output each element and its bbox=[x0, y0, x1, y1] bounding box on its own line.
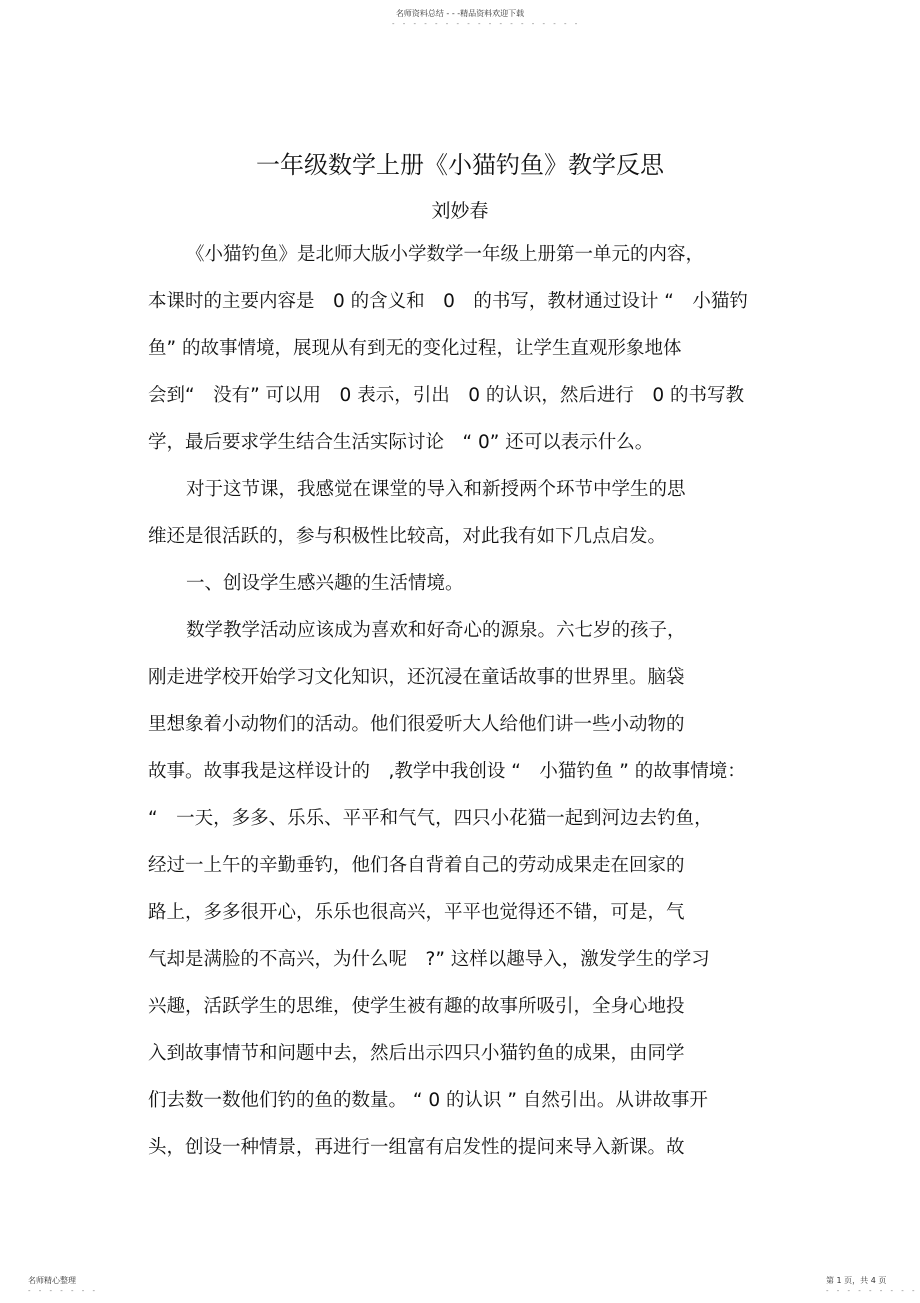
text-line: 刚走进学校开始学习文化知识，还沉浸在童话故事的世界里。脑袋 bbox=[148, 667, 685, 688]
header-dots: - - - - - - - - - - - - - - - - - - bbox=[392, 20, 581, 28]
text-line: 路上，多多很开心，乐乐也很高兴，平平也觉得还不错，可是，气 bbox=[148, 902, 685, 923]
text-line: “ 一天，多多、乐乐、平平和气气，四只小花猫一起到河边去钓鱼， bbox=[148, 808, 713, 829]
text-line: 兴趣，活跃学生的思维，使学生被有趣的故事所吸引，全身心地投 bbox=[148, 996, 685, 1017]
text-line: 数学教学活动应该成为喜欢和好奇心的源泉。六七岁的孩子， bbox=[186, 620, 686, 641]
text-line: 里想象着小动物们的活动。他们很爱听大人给他们讲一些小动物的 bbox=[148, 714, 685, 735]
text-line: 鱼” 的故事情境，展现从有到无的变化过程，让学生直观形象地体 bbox=[148, 338, 682, 359]
text-line: 学，最后要求学生结合生活实际讨论 “ 0” 还可以表示什么。 bbox=[148, 432, 654, 453]
text-line: 会到“ 没有” 可以用 0 表示，引出 0 的认识，然后进行 0 的书写教 bbox=[148, 385, 745, 406]
text-line: 维还是很活跃的，参与积极性比较高，对此我有如下几点启发。 bbox=[148, 526, 667, 547]
text-line: 《小猫钓鱼》是北师大版小学数学一年级上册第一单元的内容， bbox=[186, 244, 705, 265]
footer-right-dots: - - - - - - - - - bbox=[826, 1287, 918, 1295]
text-line: 本课时的主要内容是 0 的含义和 0 的书写，教材通过设计 “ 小猫钓 bbox=[148, 291, 748, 312]
footer-left-dots: - - - - - - - bbox=[28, 1287, 99, 1295]
text-line: 一、创设学生感兴趣的生活情境。 bbox=[186, 573, 464, 594]
page-number: 第 1 页，共 4 页 bbox=[826, 1276, 887, 1285]
page-header: 名师资料总结 - - -精品资料欢迎下载 bbox=[395, 9, 525, 18]
text-line: 经过一上午的辛勤垂钓，他们各自背着自己的劳动成果走在回家的 bbox=[148, 855, 685, 876]
text-line: 故事。故事我是这样设计的 ,教学中我创设 “ 小猫钓鱼 ” 的故事情境： bbox=[148, 761, 746, 782]
text-line: 们去数一数他们钓的鱼的数量。 “ 0 的认识 ” 自然引出。从讲故事开 bbox=[148, 1090, 708, 1111]
text-line: 入到故事情节和问题中去，然后出示四只小猫钓鱼的成果，由同学 bbox=[148, 1043, 685, 1064]
text-line: 气却是满脸的不高兴，为什么呢 ?” 这样以趣导入，激发学生的学习 bbox=[148, 949, 710, 970]
footer-left: 名师精心整理 bbox=[28, 1276, 76, 1285]
text-line: 头，创设一种情景，再进行一组富有启发性的提问来导入新课。故 bbox=[148, 1137, 685, 1158]
text-line: 对于这节课，我感觉在课堂的导入和新授两个环节中学生的思 bbox=[186, 479, 686, 500]
document-author: 刘妙春 bbox=[431, 200, 489, 222]
document-title: 一年级数学上册《小猫钓鱼》教学反思 bbox=[256, 151, 664, 179]
